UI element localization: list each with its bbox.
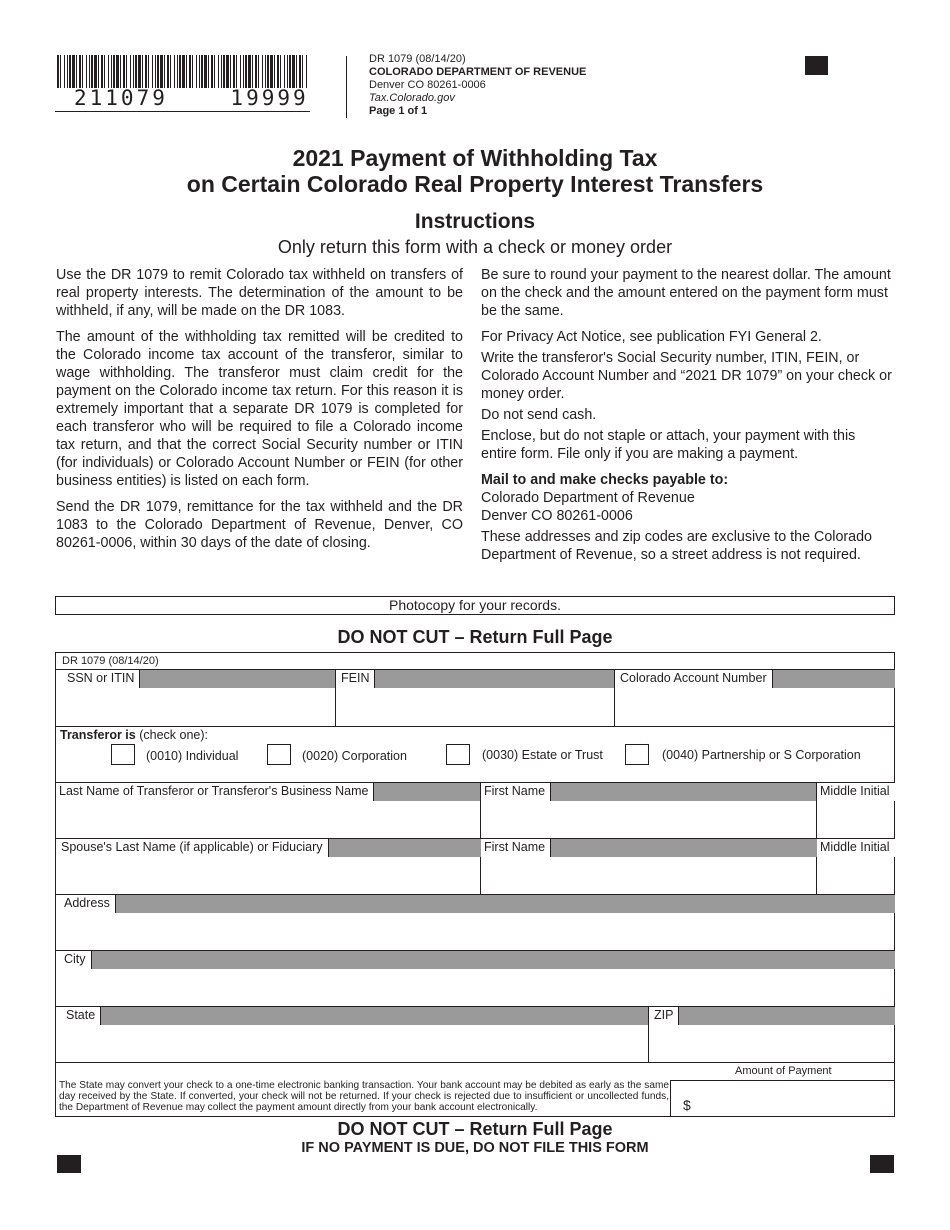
form-title-line-2: on Certain Colorado Real Property Interest Transfers bbox=[186, 171, 764, 197]
first-name-input[interactable] bbox=[481, 802, 815, 837]
spouse-middle-initial-input[interactable] bbox=[817, 858, 894, 893]
zip-label: ZIP bbox=[649, 1007, 679, 1025]
instructions-paragraph: Use the DR 1079 to remit Colorado tax withheld on transfers of real property interests. The determination of the amount to be withheld, if any, will be made on the DR 1083. bbox=[56, 267, 463, 319]
spouse-first-name-input[interactable] bbox=[481, 858, 815, 893]
label-band bbox=[56, 951, 895, 969]
mail-address-line-1: Colorado Department of Revenue bbox=[481, 490, 695, 506]
do-not-cut-heading: DO NOT CUT – Return Full Page bbox=[337, 627, 613, 647]
transferor-type-label-bold: Transferor is bbox=[60, 728, 136, 742]
checkbox-corporation[interactable] bbox=[267, 744, 291, 765]
instructions-paragraph: Be sure to round your payment to the nearest dollar. The amount on the check and the amount entered on the payment form must be the same. bbox=[481, 267, 891, 319]
amount-of-payment-label: Amount of Payment bbox=[735, 1065, 832, 1077]
address-input[interactable] bbox=[57, 914, 894, 949]
spouse-first-name-label: First Name bbox=[481, 839, 551, 857]
fein-input[interactable] bbox=[336, 689, 613, 725]
header-page: Page 1 of 1 bbox=[369, 105, 428, 117]
instructions-heading: Instructions bbox=[414, 210, 536, 233]
checkbox-estate-trust[interactable] bbox=[446, 744, 470, 765]
header-website: Tax.Colorado.gov bbox=[369, 92, 455, 104]
header-divider bbox=[346, 56, 347, 118]
mail-to-heading: Mail to and make checks payable to: bbox=[481, 472, 729, 488]
spouse-last-name-input[interactable] bbox=[57, 858, 479, 893]
registration-mark-top-right bbox=[805, 56, 828, 75]
form-title-line-1: 2021 Payment of Withholding Tax bbox=[292, 145, 658, 171]
middle-initial-input[interactable] bbox=[817, 802, 894, 837]
label-band bbox=[56, 895, 895, 913]
option-estate-trust-label: (0030) Estate or Trust bbox=[482, 748, 603, 762]
state-input[interactable] bbox=[57, 1026, 647, 1061]
label-band bbox=[56, 1007, 895, 1025]
ssn-label: SSN or ITIN bbox=[56, 670, 140, 688]
option-partnership-label: (0040) Partnership or S Corporation bbox=[662, 748, 861, 762]
registration-mark-bottom-right bbox=[870, 1155, 894, 1173]
spouse-middle-initial-label: Middle Initial bbox=[817, 839, 895, 857]
instructions-subheading: Only return this form with a check or money order bbox=[277, 237, 673, 257]
ssn-input[interactable] bbox=[57, 689, 334, 725]
last-name-input[interactable] bbox=[57, 802, 479, 837]
instructions-paragraph: These addresses and zip codes are exclusive to the Colorado Department of Revenue, so a street address is not required. bbox=[481, 529, 873, 563]
instructions-paragraph: Write the transferor's Social Security number, ITIN, FEIN, or Colorado Account Number and “2021 DR 1079” on your check or money order. bbox=[481, 350, 892, 402]
instructions-left-column bbox=[56, 266, 463, 560]
registration-mark-bottom-left bbox=[57, 1155, 81, 1173]
checkbox-individual[interactable] bbox=[111, 744, 135, 765]
mail-address-line-2: Denver CO 80261-0006 bbox=[481, 508, 633, 524]
instructions-paragraph: For Privacy Act Notice, see publication FYI General 2. bbox=[481, 329, 822, 345]
instructions-paragraph: Do not send cash. bbox=[481, 407, 597, 423]
instructions-paragraph: Enclose, but do not staple or attach, your payment with this entire form. File only if you are making a payment. bbox=[481, 428, 856, 462]
zip-input[interactable] bbox=[649, 1026, 894, 1061]
colorado-account-label: Colorado Account Number bbox=[615, 670, 773, 688]
instructions-right-column bbox=[481, 266, 895, 572]
header-form-id: DR 1079 (08/14/20) bbox=[369, 53, 466, 65]
barcode-underline bbox=[55, 111, 310, 112]
spouse-name-label: Spouse's Last Name (if applicable) or Fiduciary bbox=[56, 839, 329, 857]
checkbox-partnership[interactable] bbox=[625, 744, 649, 765]
first-name-label: First Name bbox=[481, 783, 551, 801]
electronic-conversion-disclaimer: The State may convert your check to a one-time electronic banking transaction. Your bank account may be debited as early as the same day received by the State. If converted, your check will not be returned. If your check is rejected due to insufficient or uncollected funds, the Department of Revenue may collect the payment amount directly from your bank account electronically. bbox=[59, 1080, 669, 1113]
amount-of-payment-input[interactable] bbox=[700, 1082, 894, 1116]
address-label: Address bbox=[56, 895, 116, 913]
barcode-image bbox=[57, 55, 309, 88]
dollar-sign: $ bbox=[683, 1097, 691, 1113]
last-name-label: Last Name of Transferor or Transferor's Business Name bbox=[56, 783, 374, 801]
middle-initial-label: Middle Initial bbox=[817, 783, 895, 801]
form-rule bbox=[55, 726, 895, 727]
header-department: COLORADO DEPARTMENT OF REVENUE bbox=[369, 66, 587, 78]
fein-label: FEIN bbox=[336, 670, 375, 688]
form-rule bbox=[670, 1080, 895, 1081]
header-city-zip: Denver CO 80261-0006 bbox=[369, 79, 486, 91]
instructions-paragraph: The amount of the withholding tax remitted will be credited to the Colorado income tax account of the transferor, similar to wage withholding. The transferor must claim credit for the payment on the Colorado income tax return. For this reason it is extremely important that a separate DR 1079 is completed for each transferor who will be required to file a Colorado income tax return, and that the correct Social Security number or ITIN (for individuals) or Colorado Account Number or FEIN (for other business entities) is listed on each form. bbox=[56, 329, 463, 489]
header-info bbox=[369, 53, 586, 118]
do-not-cut-footer: DO NOT CUT – Return Full Page bbox=[337, 1119, 613, 1139]
form-rule bbox=[55, 1062, 895, 1063]
barcode-number: 211079 19999 bbox=[74, 86, 309, 110]
colorado-account-input[interactable] bbox=[615, 689, 894, 725]
state-label: State bbox=[56, 1007, 101, 1025]
option-corporation-label: (0020) Corporation bbox=[302, 749, 407, 763]
instructions-paragraph: Send the DR 1079, remittance for the tax withheld and the DR 1083 to the Colorado Department of Revenue, Denver, CO 80261-0006, within 30 days of the date of closing. bbox=[56, 499, 463, 551]
photocopy-note: Photocopy for your records. bbox=[55, 596, 895, 615]
city-input[interactable] bbox=[57, 970, 894, 1005]
option-individual-label: (0010) Individual bbox=[146, 749, 239, 763]
transferor-type-label-rest: (check one): bbox=[135, 728, 208, 742]
city-label: City bbox=[56, 951, 92, 969]
transferor-type-label bbox=[60, 728, 208, 743]
column-divider bbox=[670, 1080, 671, 1117]
form-id-label: DR 1079 (08/14/20) bbox=[62, 655, 159, 667]
no-payment-notice: IF NO PAYMENT IS DUE, DO NOT FILE THIS FORM bbox=[301, 1140, 649, 1156]
